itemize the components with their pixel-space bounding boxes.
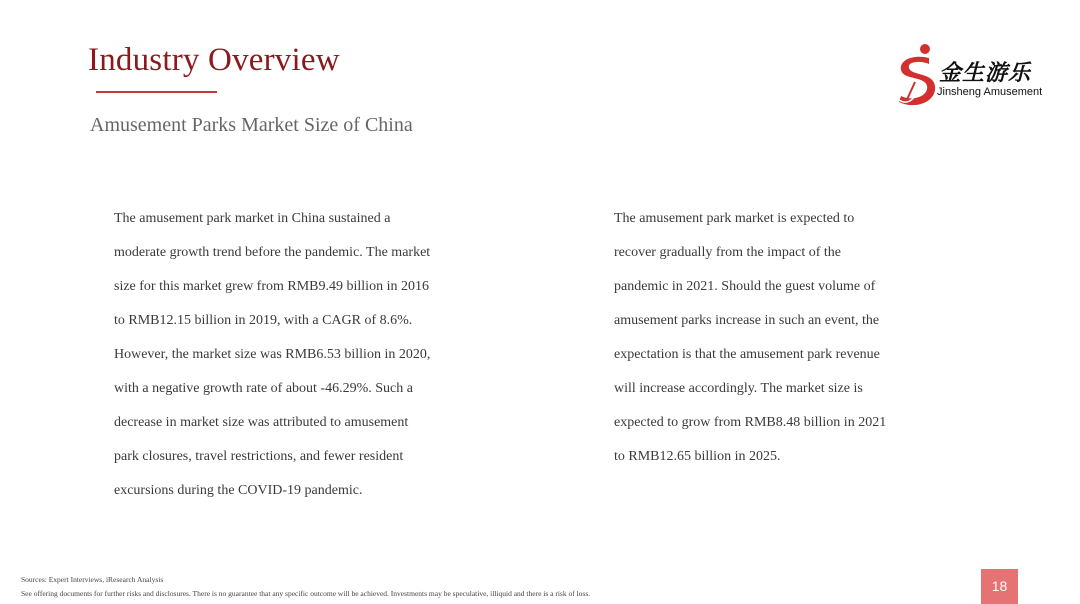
- paragraph-line: The amusement park market in China sustained a: [114, 211, 391, 226]
- paragraph-line: However, the market size was RMB6.53 billion in 2020,: [114, 347, 431, 362]
- paragraph-line: pandemic in 2021. Should the guest volume of: [614, 279, 876, 294]
- logo-english-name: Jinsheng Amusement: [937, 86, 1043, 98]
- right-paragraph: [614, 202, 886, 474]
- paragraph-line: The amusement park market is expected to: [614, 211, 855, 226]
- paragraph-line: to RMB12.65 billion in 2025.: [614, 449, 781, 464]
- company-logo: [895, 42, 1055, 108]
- jinsheng-s-logo-icon: [895, 42, 939, 108]
- page-number-badge: 18: [981, 569, 1018, 604]
- page-subtitle: Amusement Parks Market Size of China: [90, 114, 413, 136]
- footer-sources: Sources: Expert Interviews, iResearch Analysis: [21, 575, 164, 584]
- paragraph-line: amusement parks increase in such an event, the: [614, 313, 880, 328]
- paragraph-line: size for this market grew from RMB9.49 billion in 2016: [114, 279, 429, 294]
- paragraph-line: expected to grow from RMB8.48 billion in 2021: [614, 415, 887, 430]
- footer-disclaimer: See offering documents for further risks and disclosures. There is no guarantee that any specific outcome will be achieved. Investments may be speculative, illiquid and there is a risk of loss.: [21, 589, 591, 598]
- paragraph-line: will increase accordingly. The market size is: [614, 381, 863, 396]
- paragraph-line: decrease in market size was attributed to amusement: [114, 415, 409, 430]
- title-underline: [96, 91, 217, 93]
- paragraph-line: park closures, travel restrictions, and fewer resident: [114, 449, 404, 464]
- paragraph-line: to RMB12.15 billion in 2019, with a CAGR of 8.6%.: [114, 313, 413, 328]
- paragraph-line: expectation is that the amusement park revenue: [614, 347, 880, 362]
- logo-chinese-name: 金生游乐: [939, 61, 1032, 86]
- left-paragraph: [114, 202, 430, 508]
- page-title: Industry Overview: [88, 42, 340, 78]
- paragraph-line: recover gradually from the impact of the: [614, 245, 842, 260]
- paragraph-line: excursions during the COVID-19 pandemic.: [114, 483, 363, 498]
- paragraph-line: moderate growth trend before the pandemic. The market: [114, 245, 431, 260]
- paragraph-line: with a negative growth rate of about -46.29%. Such a: [114, 381, 413, 396]
